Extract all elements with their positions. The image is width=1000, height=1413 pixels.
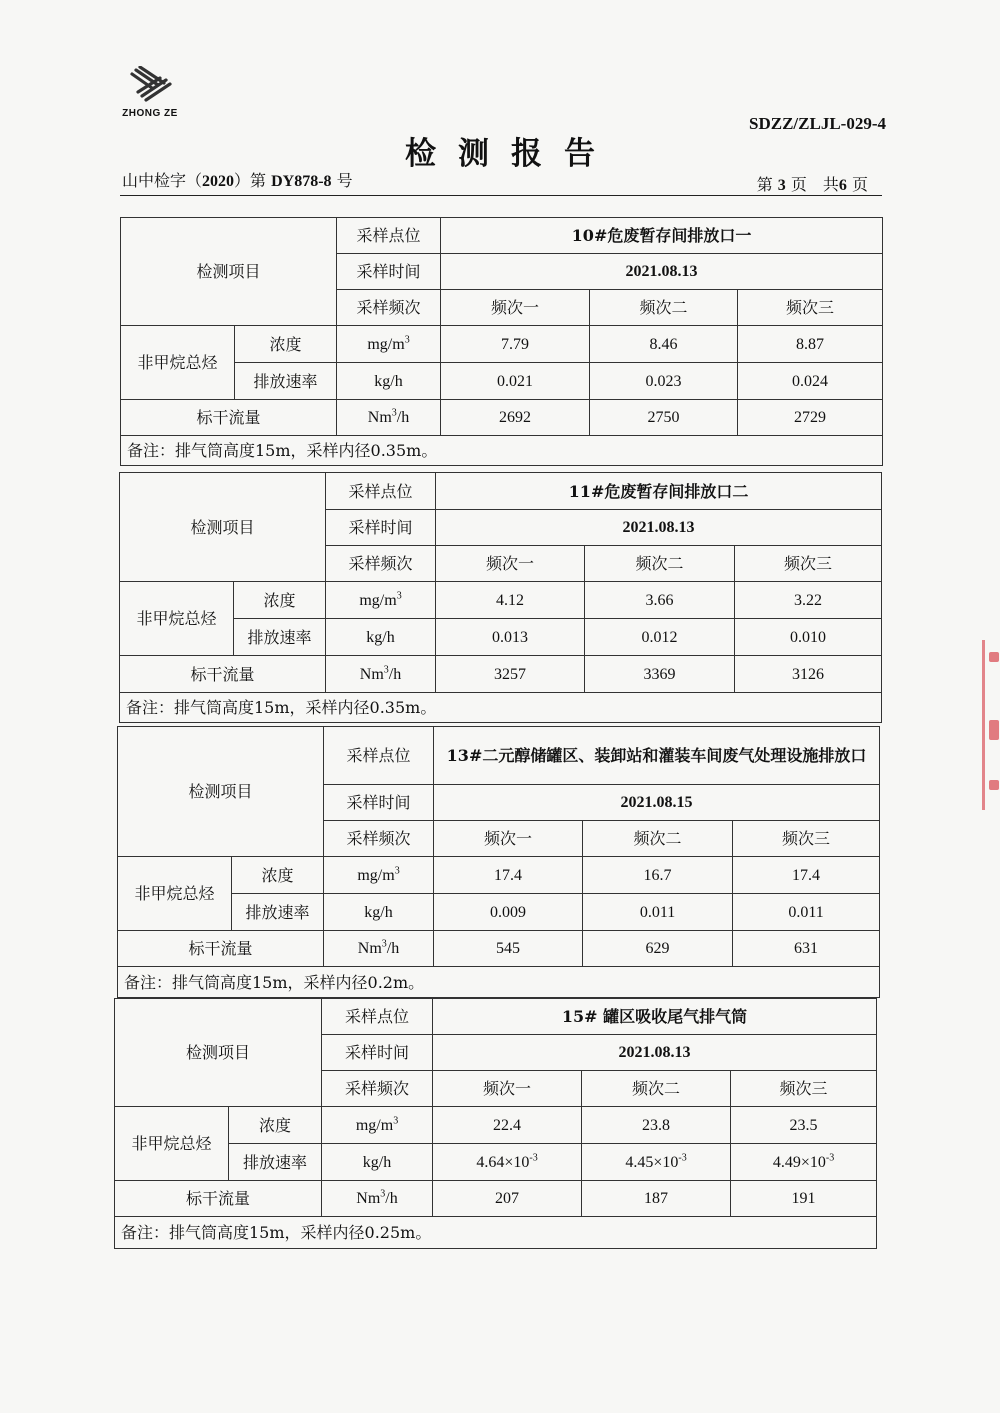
freq-2: 频次二 — [585, 546, 735, 582]
point-label: 采样点位 — [326, 473, 436, 510]
flow-unit: Nm$^3$/h — [322, 1181, 433, 1217]
rate-value-3: 0.024 — [738, 363, 883, 400]
conc-value-3: 8.87 — [738, 326, 883, 363]
flow-value-2: 629 — [583, 931, 733, 967]
conc-unit: $mg/m^3$ — [326, 582, 436, 619]
rate-value-1: $4.64\times 10^{-3}$ — [433, 1144, 582, 1181]
report-number-mid: ）第 — [234, 171, 272, 190]
conc-value-2: 16.7 — [583, 857, 733, 894]
flow-value-1: 545 — [434, 931, 583, 967]
conc-value-3: 17.4 — [733, 857, 880, 894]
conc-label: 浓度 — [234, 582, 326, 619]
point-label: 采样点位 — [337, 218, 441, 254]
flow-value-1: 3257 — [436, 656, 585, 693]
conc-value-1: 7.79 — [441, 326, 590, 363]
time-label: 采样时间 — [326, 510, 436, 546]
freq-2: 频次二 — [590, 290, 738, 326]
rate-value-1: 0.013 — [436, 619, 585, 656]
rate-label: 排放速率 — [232, 894, 324, 931]
table-note: 备注：排气筒高度15m，采样内径0.2m。 — [118, 967, 880, 998]
document-code: SDZZ/ZLJL-029-4 — [749, 114, 886, 133]
conc-label: 浓度 — [232, 857, 324, 894]
flow-value-2: 2750 — [590, 400, 738, 436]
sampling-date: 2021.08.13 — [433, 1035, 877, 1071]
conc-value-1: 22.4 — [433, 1107, 582, 1144]
flow-value-1: 207 — [433, 1181, 582, 1217]
rate-value-3: 0.011 — [733, 894, 880, 931]
result-table-4 — [114, 998, 876, 1249]
freq-label: 采样频次 — [326, 546, 436, 582]
sampling-point: 11#危废暂存间排放口二 — [436, 473, 882, 510]
conc-value-3: 3.22 — [735, 582, 882, 619]
freq-3: 频次三 — [735, 546, 882, 582]
rate-unit: kg/h — [326, 619, 436, 656]
rate-label: 排放速率 — [229, 1144, 322, 1181]
report-number — [122, 168, 353, 191]
page-suffix: 页 — [846, 175, 868, 194]
flow-value-3: 2729 — [738, 400, 883, 436]
freq-1: 频次一 — [436, 546, 585, 582]
page-total: 6 — [838, 177, 847, 194]
rate-value-2: $4.45\times 10^{-3}$ — [582, 1144, 731, 1181]
conc-value-1: 17.4 — [434, 857, 583, 894]
company-logo — [118, 66, 182, 128]
flow-value-1: 2692 — [441, 400, 590, 436]
result-table-2 — [119, 472, 881, 723]
param-label: 非甲烷总烃 — [115, 1107, 229, 1181]
rate-unit: kg/h — [322, 1144, 433, 1181]
page-title: 检测报告 — [405, 136, 617, 172]
point-label: 采样点位 — [324, 727, 434, 785]
item-label: 检测项目 — [120, 473, 326, 582]
conc-value-2: 3.66 — [585, 582, 735, 619]
param-label: 非甲烷总烃 — [121, 326, 235, 400]
table-note: 备注：排气筒高度15m，采样内径0.25m。 — [115, 1217, 877, 1249]
rate-value-2: 0.012 — [585, 619, 735, 656]
freq-2: 频次二 — [583, 821, 733, 857]
report-number-prefix: 山中检字（ — [122, 171, 203, 190]
freq-3: 频次三 — [738, 290, 883, 326]
flow-unit: Nm$^3$/h — [324, 931, 434, 967]
page-current: 3 — [777, 177, 786, 194]
rate-value-1: 0.021 — [441, 363, 590, 400]
page-total-prefix: 共 — [822, 175, 839, 194]
report-number-year: 2020 — [202, 173, 235, 190]
freq-3: 频次三 — [733, 821, 880, 857]
conc-value-2: 8.46 — [590, 326, 738, 363]
page-mid: 页 — [785, 175, 807, 194]
seal-stamp-edge — [982, 640, 1000, 810]
flow-value-3: 191 — [731, 1181, 877, 1217]
rate-value-3: 0.010 — [735, 619, 882, 656]
sampling-date: 2021.08.13 — [436, 510, 882, 546]
freq-label: 采样频次 — [337, 290, 441, 326]
logo-text: ZHONG ZE — [122, 108, 178, 119]
flow-value-2: 187 — [582, 1181, 731, 1217]
item-label: 检测项目 — [121, 218, 337, 326]
rate-unit: kg/h — [337, 363, 441, 400]
flow-unit: Nm$^3$/h — [326, 656, 436, 693]
flow-label: 标干流量 — [118, 931, 324, 967]
freq-label: 采样频次 — [322, 1071, 433, 1107]
rate-label: 排放速率 — [234, 619, 326, 656]
table-note: 备注：排气筒高度15m，采样内径0.35m。 — [121, 436, 883, 466]
conc-label: 浓度 — [229, 1107, 322, 1144]
freq-label: 采样频次 — [324, 821, 434, 857]
point-label: 采样点位 — [322, 999, 433, 1035]
freq-1: 频次一 — [434, 821, 583, 857]
result-table-3 — [117, 726, 879, 998]
time-label: 采样时间 — [324, 785, 434, 821]
rate-value-2: 0.011 — [583, 894, 733, 931]
time-label: 采样时间 — [337, 254, 441, 290]
freq-2: 频次二 — [582, 1071, 731, 1107]
rate-label: 排放速率 — [235, 363, 337, 400]
freq-1: 频次一 — [433, 1071, 582, 1107]
sampling-date: 2021.08.13 — [441, 254, 883, 290]
logo-stripes-icon — [118, 66, 182, 110]
flow-unit: Nm$^3$/h — [337, 400, 441, 436]
conc-unit: $mg/m^3$ — [322, 1107, 433, 1144]
param-label: 非甲烷总烃 — [118, 857, 232, 931]
item-label: 检测项目 — [118, 727, 324, 857]
freq-3: 频次三 — [731, 1071, 877, 1107]
flow-label: 标干流量 — [121, 400, 337, 436]
item-label: 检测项目 — [115, 999, 322, 1107]
conc-label: 浓度 — [235, 326, 337, 363]
sampling-point: 15# 罐区吸收尾气排气筒 — [433, 999, 877, 1035]
header-divider — [120, 195, 882, 196]
flow-label: 标干流量 — [115, 1181, 322, 1217]
report-number-id: DY878-8 — [271, 173, 332, 190]
sampling-date: 2021.08.15 — [434, 785, 880, 821]
report-number-suffix: 号 — [331, 171, 353, 190]
conc-unit: $mg/m^3$ — [337, 326, 441, 363]
conc-unit: $mg/m^3$ — [324, 857, 434, 894]
result-table-1 — [120, 217, 882, 466]
sampling-point: 10#危废暂存间排放口一 — [441, 218, 883, 254]
rate-value-3: $4.49\times 10^{-3}$ — [731, 1144, 877, 1181]
param-label: 非甲烷总烃 — [120, 582, 234, 656]
conc-value-2: 23.8 — [582, 1107, 731, 1144]
flow-value-3: 631 — [733, 931, 880, 967]
conc-value-1: 4.12 — [436, 582, 585, 619]
page-prefix: 第 — [756, 175, 778, 194]
conc-value-3: 23.5 — [731, 1107, 877, 1144]
flow-value-3: 3126 — [735, 656, 882, 693]
page-indicator — [700, 172, 868, 195]
time-label: 采样时间 — [322, 1035, 433, 1071]
flow-value-2: 3369 — [585, 656, 735, 693]
rate-unit: kg/h — [324, 894, 434, 931]
freq-1: 频次一 — [441, 290, 590, 326]
sampling-point: 13#二元醇储罐区、装卸站和灌装车间废气处理设施排放口 — [434, 727, 880, 785]
rate-value-1: 0.009 — [434, 894, 583, 931]
flow-label: 标干流量 — [120, 656, 326, 693]
rate-value-2: 0.023 — [590, 363, 738, 400]
table-note: 备注：排气筒高度15m，采样内径0.35m。 — [120, 693, 882, 723]
